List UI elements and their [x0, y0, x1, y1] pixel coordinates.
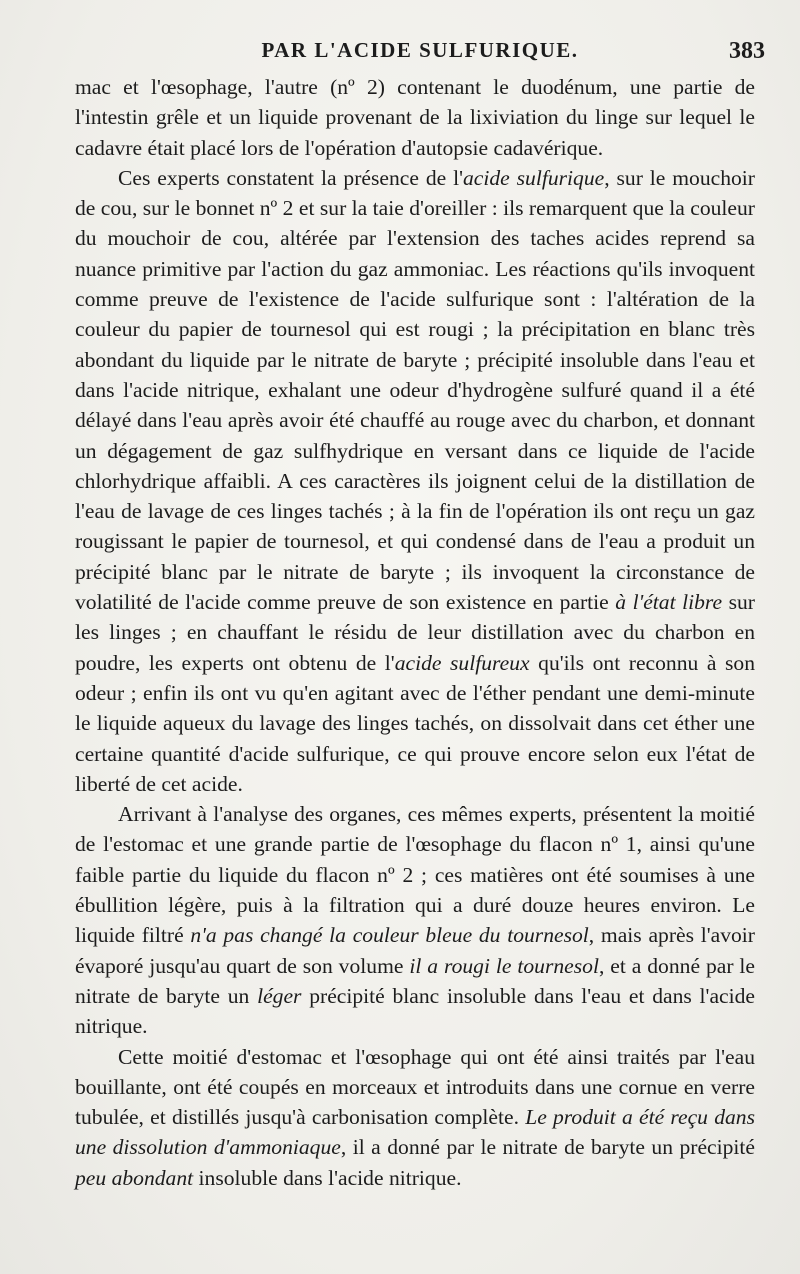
text-run: Arrivant à l'analyse des organes, ces mêmes experts, présentent la moitié de l'estomac et une grande partie de l'œsophage du flacon nº 1, ainsi qu'une faible partie du liquide du flacon nº 2 ; ces matières ont été soumises à une ébullition légère, puis à la filtration qui a duré douze heures environ. Le liquide filtré	[75, 802, 755, 948]
italic-phrase: Le produit a été reçu dans une dissolution d'ammoniaque	[75, 1105, 755, 1160]
paragraph	[75, 163, 755, 799]
text-run: , sur le mouchoir de cou, sur le bonnet nº 2 et sur la taie d'oreiller : ils remarquent que la couleur du mouchoir de cou, altérée par l'extension des taches acides reprend sa nuance primitive par l'action du gaz ammoniac. Les réactions qu'ils invoquent comme preuve de l'existence de l'acide sulfurique sont : l'altération de la couleur du papier de tournesol qui est rougi ; la précipitation en blanc très abondant du liquide par le nitrate de baryte ; précipité insoluble dans l'eau et dans l'acide nitrique, exhalant une odeur d'hydrogène sulfuré quand il a été délayé dans l'eau après avoir été chauffé au rouge avec du charbon, et donnant un dégagement de gaz sulfhydrique en versant dans ce liquide de l'acide chlorhydrique affaibli. A ces caractères ils joignent celui de la distillation de l'eau de lavage de ces linges tachés ; à la fin de l'opération ils ont reçu un gaz rougissant le papier de tournesol, et qui condensé dans de l'eau a produit un précipité blanc par le nitrate de baryte ; ils invoquent la circonstance de volatilité de l'acide comme preuve de son existence en partie	[75, 165, 755, 615]
text-run: sur les linges ; en chauffant le résidu de leur distillation avec du charbon en poudre, les experts ont obtenu de l'	[75, 590, 755, 675]
running-title: PAR L'ACIDE SULFURIQUE.	[261, 38, 579, 62]
text-run: , il a donné par le nitrate de baryte un précipité	[340, 1135, 755, 1160]
text-run: précipité blanc insoluble dans l'eau et dans l'acide nitrique.	[75, 983, 755, 1039]
text-run: mac et l'œsophage, l'autre (nº 2) contenant le duodénum, une partie de l'intestin grêle et un liquide provenant de la lixiviation du linge sur lequel le cadavre était placé lors de l'opération d'autopsie cadavérique.	[75, 75, 755, 160]
body-text	[75, 72, 755, 1193]
running-head	[75, 38, 765, 74]
italic-phrase: à l'état libre	[615, 590, 723, 615]
paragraph	[75, 799, 755, 1041]
text-run: , mais après l'avoir évaporé jusqu'au quart de son volume	[75, 923, 755, 978]
italic-phrase: n'a pas changé la couleur bleue du tournesol	[190, 923, 589, 948]
text-run: , et a donné par le nitrate de baryte un	[75, 953, 756, 1008]
page-number: 383	[729, 38, 765, 64]
italic-phrase: peu abondant	[75, 1165, 194, 1190]
paragraph	[75, 72, 755, 163]
italic-phrase: acide sulfureux	[394, 650, 530, 675]
text-run: Ces experts constatent la présence de l'	[118, 165, 463, 190]
text-run: qu'ils ont reconnu à son odeur ; enfin ils ont vu qu'en agitant avec de l'éther pendant une demi-minute le liquide aqueux du lavage des linges tachés, on dissolvait dans cet éther une certaine quantité d'acide sulfurique, ce qui prouve encore selon eux l'état de liberté de cet acide.	[75, 650, 755, 796]
italic-phrase: il a rougi le tournesol	[409, 953, 599, 978]
italic-phrase: léger	[257, 983, 302, 1008]
paragraph	[75, 1042, 755, 1193]
text-run: Cette moitié d'estomac et l'œsophage qui ont été ainsi traités par l'eau bouillante, ont été coupés en morceaux et introduits dans une cornue en verre tubulée, et distillés jusqu'à carbonisation complète.	[75, 1044, 755, 1130]
italic-phrase: acide sulfurique	[462, 165, 605, 190]
text-run: insoluble dans l'acide nitrique.	[193, 1165, 462, 1190]
